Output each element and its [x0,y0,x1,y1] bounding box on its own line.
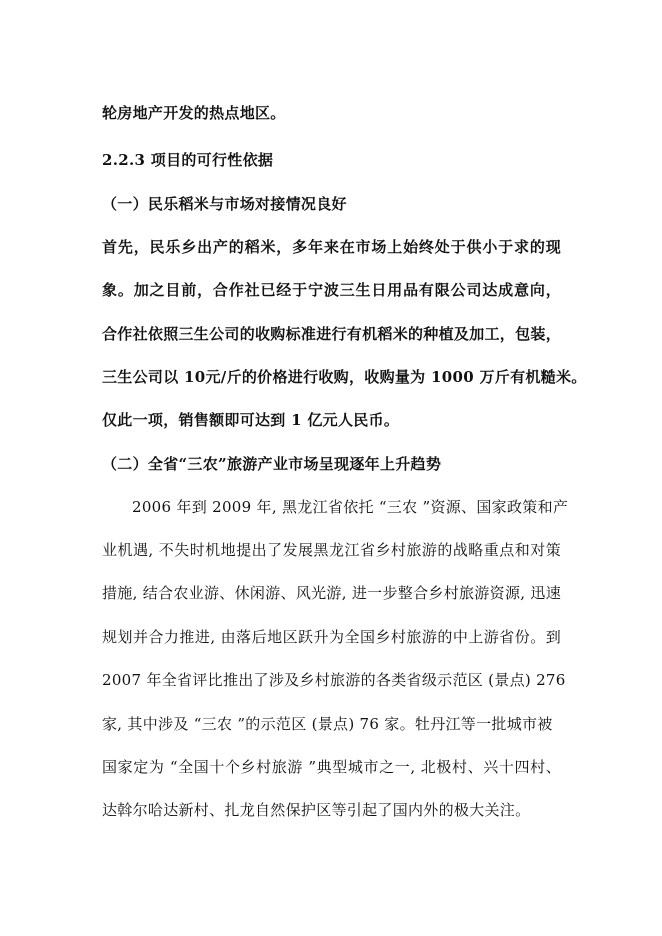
paragraph-2-line-7: 国家定为 “全国十个乡村旅游 ”典型城市之一, 北极村、兴十四村、 [102,758,561,776]
paragraph-1-line-3: 合作社依照三生公司的收购标准进行有机稻米的种植及加工，包装， [102,325,562,343]
paragraph-2-line-5: 2007 年全省评比推出了涉及乡村旅游的各类省级示范区 (景点) 276 [102,671,566,689]
section-heading-2-2-3: 2.2.3 项目的可行性依据 [102,151,274,169]
text-line-continuation: 轮房地产开发的热点地区。 [102,104,286,122]
paragraph-1-line-5: 仅此一项，销售额即可达到 1 亿元人民币。 [102,411,400,429]
paragraph-2-line-1: 2006 年到 2009 年, 黑龙江省依托 “三农 ”资源、国家政策和产 [132,498,569,516]
subheading-1: （一）民乐稻米与市场对接情况良好 [102,195,347,213]
paragraph-2-line-6: 家, 其中涉及 “三农 ”的示范区 (景点) 76 家。牡丹江等一批城市被 [102,715,553,733]
paragraph-1-line-4: 三生公司以 10元/斤的价格进行收购，收购量为 1000 万斤有机糙米。 [102,368,587,386]
paragraph-2-line-4: 规划并合力推进, 由落后地区跃升为全国乡村旅游的中上游省份。到 [102,628,561,646]
paragraph-1-line-1: 首先，民乐乡出产的稻米，多年来在市场上始终处于供小于求的现 [102,238,561,256]
paragraph-2-line-2: 业机遇, 不失时机地提出了发展黑龙江省乡村旅游的战略重点和对策 [102,541,561,559]
paragraph-2-line-8: 达斡尔哈达新村、扎龙自然保护区等引起了国内外的极大关注。 [102,801,531,819]
paragraph-1-line-2: 象。加之目前，合作社已经于宁波三生日用品有限公司达成意向， [102,281,561,299]
subheading-2: （二）全省“三农”旅游产业市场呈现逐年上升趋势 [102,455,442,473]
paragraph-2-line-3: 措施, 结合农业游、休闲游、风光游, 进一步整合乡村旅游资源, 迅速 [102,584,561,602]
